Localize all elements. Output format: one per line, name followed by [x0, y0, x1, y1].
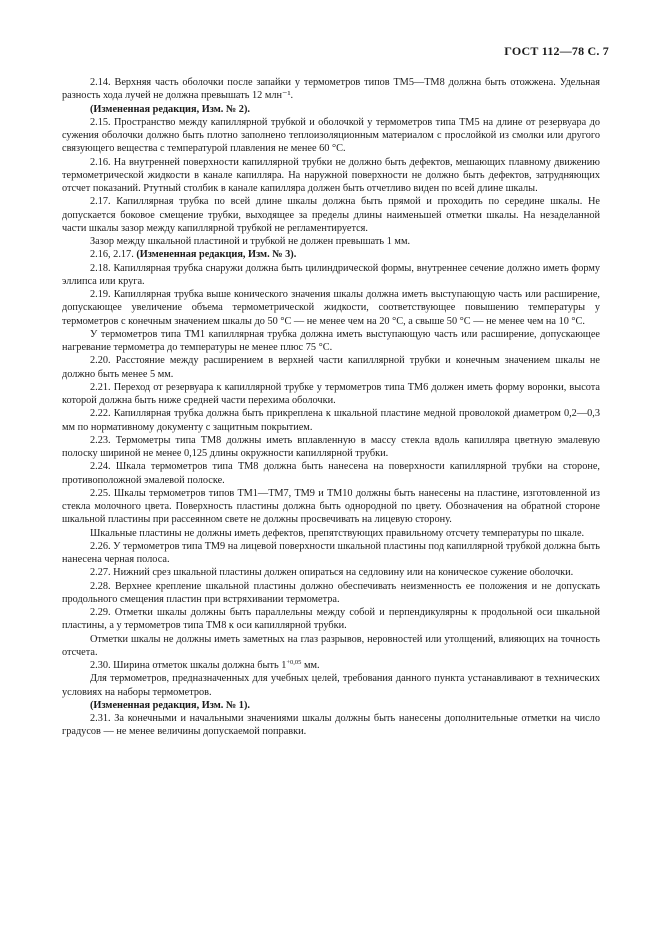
paragraph-2-21: 2.21. Переход от резервуара к капиллярной трубке у термометров типа ТМ6 должен иметь форму воронки, высота которой должна быть ниже средней части перехима оболочки. — [62, 381, 600, 406]
amendment-label: (Измененная редакция, Изм. № 3). — [136, 249, 297, 261]
paragraph-2-24: 2.24. Шкала термометров типа ТМ8 должна быть нанесена на поверхности капиллярной трубки на стороне, противоположной эмалевой полоске. — [62, 461, 600, 486]
paragraph-2-23: 2.23. Термометры типа ТМ8 должны иметь вплавленную в массу стекла вдоль капилляра цветную эмалевую полоску шириной не менее 0,125 длины окружности капиллярной трубки. — [62, 434, 600, 459]
paragraph-2-22: 2.22. Капиллярная трубка должна быть прикреплена к шкальной пластине медной проволокой диаметром 0,2—0,3 мм по нормативному документу с защитным покрытием. — [62, 408, 600, 433]
page-header: ГОСТ 112—78 С. 7 — [504, 44, 609, 58]
document-body — [62, 76, 600, 739]
amendment-note-1: (Измененная редакция, Изм. № 1). — [90, 699, 250, 711]
tolerance-superscript: +0,05 — [286, 659, 302, 666]
paragraph-gap: Зазор между шкальной пластиной и трубкой не должен превышать 1 мм. — [90, 236, 411, 247]
paragraph-2-17: 2.17. Капиллярная трубка по всей длине шкалы должна быть прямой и проходить по середине шкалы. Не допускается боковое смещение трубки, выходящее за пределы длины наименьшей отметки шкалы. На незаделанной части шкалы зазор между капиллярной трубкой не регламентируется. — [62, 196, 600, 234]
paragraph-2-15: 2.15. Пространство между капиллярной трубкой и оболочкой у термометров типа ТМ5 на длине от резервуара до сужения оболочки должно быть плотно заполнено теплоизоляционным материалом с прослойкой из смолки или другого связующего вещества с температурой плавления не менее 60 °С. — [62, 116, 600, 155]
paragraph-2-31: 2.31. За конечными и начальными значениями шкалы должны быть нанесены дополнительные отметки на число градусов — не менее величины допускаемой поправки. — [62, 713, 600, 738]
mark-width-text: 2.30. Ширина отметок шкалы должна быть 1 — [90, 660, 287, 671]
amendment-ref: 2.16, 2.17. — [90, 249, 134, 261]
amendment-note: (Измененная редакция, Изм. № 2). — [90, 103, 250, 115]
paragraph-tm1: У термометров типа ТМ1 капиллярная трубка должна иметь выступающую часть или расширение, допускающее нагревание термометра до температуры не менее плюс 75 °С. — [62, 328, 600, 353]
paragraph-2-16: 2.16. На внутренней поверхности капиллярной трубки не должно быть дефектов, мешающих плавному движению термометрической жидкости в канале капилляра. На наружной поверхности не должно быть дефектов, затрудняющих отсчет показаний. Ртутный столбик в канале капилляра должен быть отчетливо виден по всей длине шкалы. — [62, 156, 600, 194]
paragraph-2-18: 2.18. Капиллярная трубка снаружи должна быть цилиндрической формы, внутреннее сечение должно иметь форму эллипса или круга. — [62, 262, 600, 287]
paragraph-2-29: 2.29. Отметки шкалы должны быть параллельны между собой и перпендикулярны к продольной оси шкальной пластины, а у термометров типа ТМ8 к оси капиллярной трубки. — [62, 607, 600, 632]
paragraph-2-25: 2.25. Шкалы термометров типов ТМ1—ТМ7, ТМ9 и ТМ10 должны быть нанесены на пластине, изготовленной из стекла молочного цвета. Поверхность пластины должна быть однородной по цвету. Обозначения на обратной стороне шкальной пластины при рассеянном свете не должны просвечивать на лицевую сторону. — [62, 487, 600, 526]
paragraph-education: Для термометров, предназначенных для учебных целей, требования данного пункта устанавливают в технических условиях на наборы термометров. — [62, 673, 600, 698]
paragraph-2-20: 2.20. Расстояние между расширением в верхней части капиллярной трубки и конечным значением шкалы не должно быть менее 5 мм. — [62, 355, 600, 380]
paragraph-2-19: 2.19. Капиллярная трубка выше конического значения шкалы должна иметь выступающую часть или расширение, допускающее увеличение объема термометрической жидкости, соответствующее повышению температуры у термометров с конечным значением шкалы до 50 °С — не менее чем на 20 °С, а свыше 50 °С — не менее чем на 10 °С. — [62, 289, 600, 327]
paragraph-2-26: 2.26. У термометров типа ТМ9 на лицевой поверхности шкальной пластины под капиллярной трубкой должна быть нанесена черная полоса. — [62, 540, 600, 565]
paragraph-2-28: 2.28. Верхнее крепление шкальной пластины должно обеспечивать неизменность ее положения и не допускать продольного смещения пластин при встряхивании термометра. — [62, 580, 600, 605]
paragraph-scale-marks: Отметки шкалы не должны иметь заметных на глаз разрывов, неровностей или утолщений, влияющих на точность отсчета. — [62, 633, 600, 658]
mark-width-unit: мм. — [301, 660, 320, 671]
paragraph-2-30 — [62, 659, 600, 672]
paragraph-2-14: 2.14. Верхняя часть оболочки после запайки у термометров типов ТМ5—ТМ8 должна быть отожжена. Удельная разность хода лучей не должна превышать 12 млн⁻¹. — [62, 77, 600, 102]
paragraph-2-27: 2.27. Нижний срез шкальной пластины должен опираться на седловину или на коническое сужение оболочки. — [90, 567, 574, 579]
paragraph-scale-plates: Шкальные пластины не должны иметь дефектов, препятствующих правильному отсчету температуры по шкале. — [90, 527, 585, 539]
amendment-note-2-16-2-17 — [62, 248, 600, 261]
